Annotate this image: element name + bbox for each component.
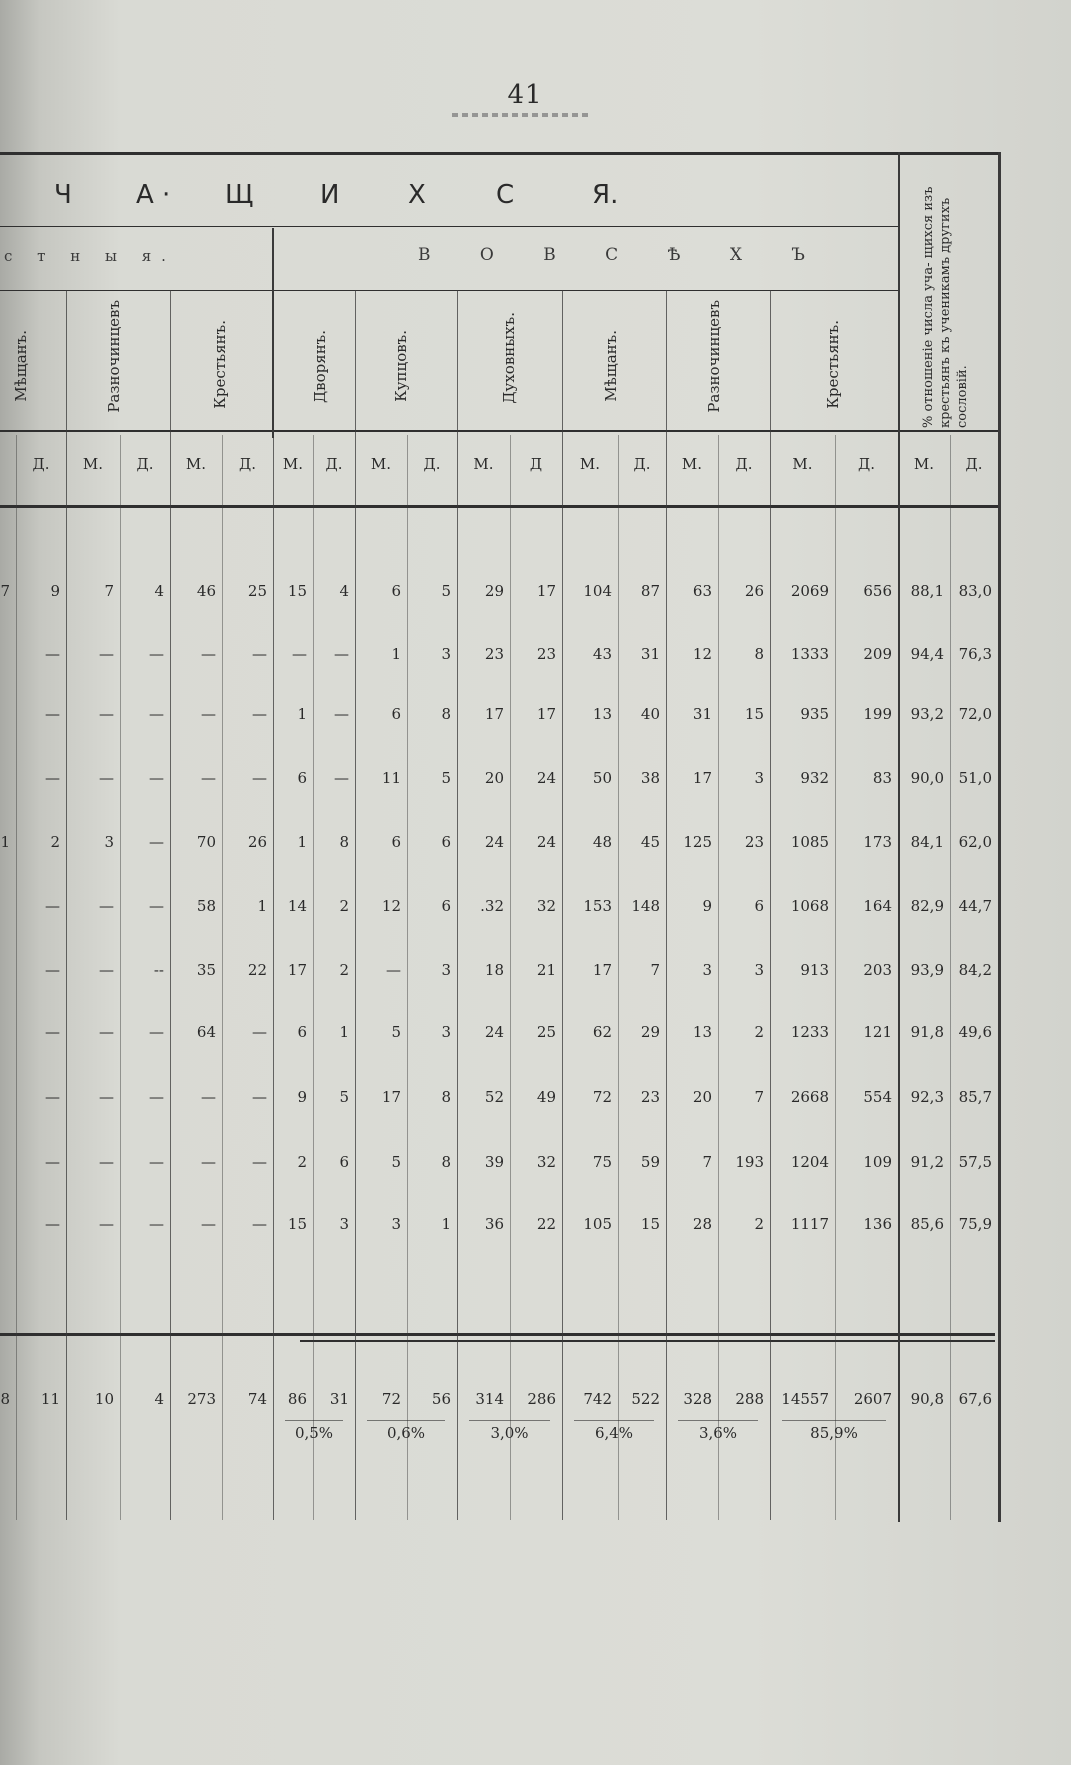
table-cell: 1	[0, 833, 10, 851]
table-cell: 25	[247, 582, 267, 600]
table-cell: 17	[484, 705, 504, 723]
table-cell: 1	[297, 833, 307, 851]
table-cell: 1	[339, 1023, 349, 1041]
table-cell: —	[201, 1215, 216, 1233]
table-cell: —	[149, 1088, 164, 1106]
table-cell: —	[252, 705, 267, 723]
table-cell: —	[45, 645, 60, 663]
percent-brace	[678, 1420, 758, 1421]
table-cell: 164	[863, 897, 892, 915]
table-cell: —	[149, 1215, 164, 1233]
table-cell: 49,6	[958, 1023, 992, 1041]
table-cell: 1333	[790, 645, 829, 663]
table-cell: —	[149, 897, 164, 915]
total-cell: 31	[329, 1390, 349, 1408]
table-cell: 6	[754, 897, 764, 915]
table-cell: 92,3	[910, 1088, 944, 1106]
percent-brace	[469, 1420, 550, 1421]
table-cell: 6	[391, 833, 401, 851]
table-cell: 6	[441, 897, 451, 915]
table-cell: 93,9	[910, 961, 944, 979]
table-cell: 83,0	[958, 582, 992, 600]
table-cell: 2069	[790, 582, 829, 600]
total-cell: 72	[381, 1390, 401, 1408]
table-cell: 43	[592, 645, 612, 663]
total-cell: 86	[287, 1390, 307, 1408]
table-cell: 1233	[790, 1023, 829, 1041]
table-cell: 18	[484, 961, 504, 979]
right-group-header: В О В С Ѣ Х Ъ	[418, 245, 827, 265]
table-cell: 23	[640, 1088, 660, 1106]
table-cell: 1	[441, 1215, 451, 1233]
unit-label: Д.	[325, 455, 343, 473]
table-cell: 31	[640, 645, 660, 663]
table-cell: 153	[583, 897, 612, 915]
table-cell: —	[252, 645, 267, 663]
total-cell: 742	[583, 1390, 612, 1408]
title-letter: Ч	[54, 180, 72, 210]
table-cell: 7	[0, 582, 10, 600]
unit-label: Д.	[32, 455, 50, 473]
table-cell: 8	[339, 833, 349, 851]
table-cell: 72	[592, 1088, 612, 1106]
table-cell: 2	[50, 833, 60, 851]
table-cell: 35	[196, 961, 216, 979]
table-cell: 7	[650, 961, 660, 979]
table-cell: —	[334, 705, 349, 723]
table-cell: 4	[154, 582, 164, 600]
table-cell: 28	[692, 1215, 712, 1233]
table-cell: 24	[536, 833, 556, 851]
percent-value: 0,5%	[294, 1424, 334, 1442]
total-cell: 11	[40, 1390, 60, 1408]
total-cell: 8	[0, 1390, 10, 1408]
total-cell: 10	[94, 1390, 114, 1408]
table-cell: 935	[800, 705, 829, 723]
table-cell: 5	[339, 1088, 349, 1106]
rule-units	[0, 505, 998, 508]
table-cell: 26	[247, 833, 267, 851]
table-cell: 15	[287, 582, 307, 600]
unit-label: М.	[681, 455, 703, 473]
table-cell: 121	[863, 1023, 892, 1041]
table-cell: 1117	[790, 1215, 829, 1233]
table-cell: —	[149, 1153, 164, 1171]
table-cell: —	[99, 705, 114, 723]
total-cell: 288	[735, 1390, 764, 1408]
table-cell: —	[201, 769, 216, 787]
table-cell: 6	[441, 833, 451, 851]
table-cell: 59	[640, 1153, 660, 1171]
percent-value: 6,4%	[594, 1424, 634, 1442]
table-cell: 51,0	[958, 769, 992, 787]
table-cell: 1068	[790, 897, 829, 915]
table-cell: —	[252, 1088, 267, 1106]
percent-brace	[782, 1420, 886, 1421]
table-cell: 15	[640, 1215, 660, 1233]
table-cell: —	[99, 645, 114, 663]
table-cell: 85,7	[958, 1088, 992, 1106]
table-cell: 44,7	[958, 897, 992, 915]
table-cell: 7	[104, 582, 114, 600]
table-cell: —	[334, 645, 349, 663]
table-cell: 4	[339, 582, 349, 600]
table-cell: —	[201, 705, 216, 723]
table-cell: 24	[484, 833, 504, 851]
table-cell: .32	[480, 897, 504, 915]
table-cell: 12	[381, 897, 401, 915]
table-cell: —	[45, 961, 60, 979]
left-group-header: с т н ы я.	[4, 247, 176, 265]
table-cell: 32	[536, 1153, 556, 1171]
page-number-ornament	[452, 113, 592, 117]
table-cell: 8	[441, 1153, 451, 1171]
table-cell: —	[99, 1153, 114, 1171]
table-cell: 50	[592, 769, 612, 787]
table-cell: 7	[702, 1153, 712, 1171]
unit-label: М.	[792, 455, 813, 473]
table-cell: —	[386, 961, 401, 979]
table-cell: 25	[536, 1023, 556, 1041]
table-right-border	[998, 152, 1001, 1522]
table-cell: 125	[683, 833, 712, 851]
table-cell: 17	[692, 769, 712, 787]
table-cell: 2668	[790, 1088, 829, 1106]
table-cell: 49	[536, 1088, 556, 1106]
percent-value: 3,6%	[698, 1424, 738, 1442]
total-cell: 56	[431, 1390, 451, 1408]
unit-label: М.	[913, 455, 935, 473]
table-cell: 20	[484, 769, 504, 787]
total-cell: 4	[154, 1390, 164, 1408]
table-cell: 91,2	[910, 1153, 944, 1171]
table-cell: 3	[754, 961, 764, 979]
table-cell: 3	[339, 1215, 349, 1233]
column-header: Разночинцевъ	[105, 300, 123, 413]
total-cell: 74	[247, 1390, 267, 1408]
table-cell: —	[45, 1088, 60, 1106]
table-cell: 173	[863, 833, 892, 851]
title-letter: Щ	[225, 180, 254, 210]
table-cell: —	[149, 769, 164, 787]
table-cell: 23	[744, 833, 764, 851]
table-cell: 45	[640, 833, 660, 851]
unit-label: Д.	[965, 455, 983, 473]
table-cell: 90,0	[910, 769, 944, 787]
unit-label: Д.	[633, 455, 651, 473]
table-cell: 82,9	[910, 897, 944, 915]
table-cell: 83	[872, 769, 892, 787]
column-header: Крестьянъ.	[211, 320, 229, 409]
table-cell: 209	[863, 645, 892, 663]
percent-value: 3,0%	[490, 1424, 529, 1442]
table-cell: 932	[800, 769, 829, 787]
table-cell: 104	[583, 582, 612, 600]
table-cell: 94,4	[910, 645, 944, 663]
table-cell: —	[252, 769, 267, 787]
table-cell: 13	[692, 1023, 712, 1041]
title-letter: А ·	[136, 180, 171, 210]
table-cell: 1	[391, 645, 401, 663]
title-letter: И	[320, 180, 340, 210]
table-cell: —	[201, 1088, 216, 1106]
column-header: Духовныхъ.	[500, 312, 518, 404]
column-header: Крестьянъ.	[824, 320, 842, 409]
table-cell: 31	[692, 705, 712, 723]
table-cell: 23	[484, 645, 504, 663]
table-cell: 29	[484, 582, 504, 600]
unit-label: Д.	[735, 455, 753, 473]
table-cell: 3	[441, 645, 451, 663]
table-cell: —	[149, 833, 164, 851]
table-cell: —	[149, 645, 164, 663]
table-cell: 87	[640, 582, 660, 600]
table-cell: —	[201, 645, 216, 663]
rule-body-end	[0, 1333, 995, 1336]
table-cell: 84,1	[910, 833, 944, 851]
table-cell: 20	[692, 1088, 712, 1106]
total-cell: 314	[475, 1390, 504, 1408]
table-cell: 24	[484, 1023, 504, 1041]
table-cell: 109	[863, 1153, 892, 1171]
table-cell: 17	[536, 705, 556, 723]
table-cell: 76,3	[958, 645, 992, 663]
table-cell: 84,2	[958, 961, 992, 979]
table-cell: —	[149, 705, 164, 723]
rule-top	[0, 152, 998, 155]
table-cell: 29	[640, 1023, 660, 1041]
column-header: Купцовъ.	[392, 330, 410, 402]
total-cell: 90,8	[910, 1390, 944, 1408]
table-cell: —	[252, 1023, 267, 1041]
unit-label: М.	[185, 455, 207, 473]
rule-columns	[0, 430, 998, 432]
table-cell: 52	[484, 1088, 504, 1106]
total-cell: 522	[631, 1390, 660, 1408]
table-cell: 136	[863, 1215, 892, 1233]
total-cell: 328	[683, 1390, 712, 1408]
table-cell: 5	[441, 582, 451, 600]
table-cell: 2	[754, 1215, 764, 1233]
table-cell: 13	[592, 705, 612, 723]
total-cell: 286	[527, 1390, 556, 1408]
table-cell: 656	[863, 582, 892, 600]
table-cell: 17	[287, 961, 307, 979]
unit-label: М.	[370, 455, 392, 473]
page-number: 41	[507, 80, 543, 110]
table-cell: 70	[196, 833, 216, 851]
title-letter: С	[496, 180, 515, 210]
table-cell: 39	[484, 1153, 504, 1171]
table-cell: 5	[441, 769, 451, 787]
table-cell: 75	[592, 1153, 612, 1171]
table-cell: 6	[391, 582, 401, 600]
table-cell: 23	[536, 645, 556, 663]
table-cell: —	[45, 897, 60, 915]
column-header: Дворянъ.	[311, 330, 329, 404]
table-cell: —	[99, 897, 114, 915]
table-cell: 9	[702, 897, 712, 915]
column-header: Разночинцевъ	[705, 300, 723, 413]
unit-label: Д	[529, 455, 543, 473]
percent-brace	[574, 1420, 654, 1421]
table-cell: 15	[287, 1215, 307, 1233]
table-cell: 9	[50, 582, 60, 600]
table-cell: 8	[441, 1088, 451, 1106]
table-cell: 15	[744, 705, 764, 723]
table-cell: 1	[257, 897, 267, 915]
total-cell: 273	[187, 1390, 216, 1408]
table-cell: 554	[863, 1088, 892, 1106]
table-cell: —	[45, 769, 60, 787]
table-cell: 85,6	[910, 1215, 944, 1233]
table-cell: 7	[754, 1088, 764, 1106]
table-cell: 62,0	[958, 833, 992, 851]
percent-brace	[285, 1420, 343, 1421]
table-cell: —	[292, 645, 307, 663]
table-cell: 6	[297, 769, 307, 787]
table-cell: —	[99, 1215, 114, 1233]
unit-label: М.	[82, 455, 104, 473]
table-cell: —	[45, 1215, 60, 1233]
percent-brace	[367, 1420, 445, 1421]
table-cell: 913	[800, 961, 829, 979]
percent-value: 0,6%	[386, 1424, 426, 1442]
unit-label: М.	[473, 455, 494, 473]
table-cell: 6	[391, 705, 401, 723]
table-cell: 1	[297, 705, 307, 723]
table-cell: 3	[754, 769, 764, 787]
table-cell: 3	[702, 961, 712, 979]
unit-label: Д.	[136, 455, 154, 473]
percent-value: 85,9%	[810, 1424, 858, 1442]
table-cell: 8	[441, 705, 451, 723]
table-cell: 40	[640, 705, 660, 723]
table-cell: 46	[196, 582, 216, 600]
table-cell: 32	[536, 897, 556, 915]
table-cell: —	[99, 1088, 114, 1106]
table-cell: —	[99, 1023, 114, 1041]
table-cell: 9	[297, 1088, 307, 1106]
rule-title	[0, 226, 900, 227]
table-cell: —	[149, 1023, 164, 1041]
table-cell: 57,5	[958, 1153, 992, 1171]
total-cell: 67,6	[958, 1390, 992, 1408]
table-cell: 5	[391, 1023, 401, 1041]
table-cell: 91,8	[910, 1023, 944, 1041]
table-cell: 38	[640, 769, 660, 787]
table-cell: 24	[536, 769, 556, 787]
table-cell: 203	[863, 961, 892, 979]
table-cell: 148	[631, 897, 660, 915]
table-cell: 2	[339, 961, 349, 979]
table-cell: —	[99, 769, 114, 787]
table-cell: --	[153, 961, 164, 979]
table-cell: 2	[754, 1023, 764, 1041]
table-cell: 22	[247, 961, 267, 979]
table-cell: —	[252, 1215, 267, 1233]
column-header: Мѣщанъ.	[602, 330, 620, 402]
unit-label: М.	[282, 455, 304, 473]
unit-label: Д.	[239, 455, 256, 473]
table-cell: —	[45, 1153, 60, 1171]
table-cell: 12	[692, 645, 712, 663]
table-cell: 3	[391, 1215, 401, 1233]
table-cell: —	[334, 769, 349, 787]
rule-body-end-2	[300, 1340, 995, 1342]
table-cell: 1204	[790, 1153, 829, 1171]
table-cell: 1085	[790, 833, 829, 851]
table-cell: —	[99, 961, 114, 979]
table-cell: 72,0	[958, 705, 992, 723]
total-cell: 2607	[853, 1390, 892, 1408]
table-cell: 64	[196, 1023, 216, 1041]
table-cell: 63	[692, 582, 712, 600]
table-cell: —	[252, 1153, 267, 1171]
table-cell: 58	[196, 897, 216, 915]
table-cell: 48	[592, 833, 612, 851]
table-cell: 3	[441, 961, 451, 979]
table-cell: 93,2	[910, 705, 944, 723]
table-cell: 3	[104, 833, 114, 851]
table-cell: 21	[536, 961, 556, 979]
unit-label: Д.	[423, 455, 441, 473]
table-cell: 75,9	[958, 1215, 992, 1233]
table-cell: 2	[297, 1153, 307, 1171]
title-letter: Я.	[592, 180, 619, 210]
table-cell: 22	[536, 1215, 556, 1233]
table-cell: 105	[583, 1215, 612, 1233]
table-cell: 26	[744, 582, 764, 600]
table-cell: —	[45, 705, 60, 723]
title-letter: Х	[408, 180, 426, 210]
table-cell: 6	[339, 1153, 349, 1171]
table-cell: 17	[592, 961, 612, 979]
table-cell: 36	[484, 1215, 504, 1233]
table-cell: 88,1	[910, 582, 944, 600]
rule-groups	[0, 290, 900, 291]
column-header: Мѣщанъ.	[12, 330, 30, 402]
table-cell: 3	[441, 1023, 451, 1041]
unit-label: Д.	[858, 455, 875, 473]
table-cell: 62	[592, 1023, 612, 1041]
side-header: % отношеніе числа уча- щихся изъ крестьянъ къ ученикамъ другихъ сословій.	[921, 186, 970, 428]
table-cell: 17	[381, 1088, 401, 1106]
table-cell: —	[201, 1153, 216, 1171]
table-cell: 17	[536, 582, 556, 600]
table-cell: 14	[287, 897, 307, 915]
table-cell: 2	[339, 897, 349, 915]
table-cell: 11	[381, 769, 401, 787]
table-cell: 6	[297, 1023, 307, 1041]
table-cell: 193	[735, 1153, 764, 1171]
unit-label: М.	[579, 455, 601, 473]
table-cell: —	[45, 1023, 60, 1041]
table-cell: 5	[391, 1153, 401, 1171]
total-cell: 14557	[781, 1390, 829, 1408]
table-cell: 199	[863, 705, 892, 723]
table-cell: 8	[754, 645, 764, 663]
